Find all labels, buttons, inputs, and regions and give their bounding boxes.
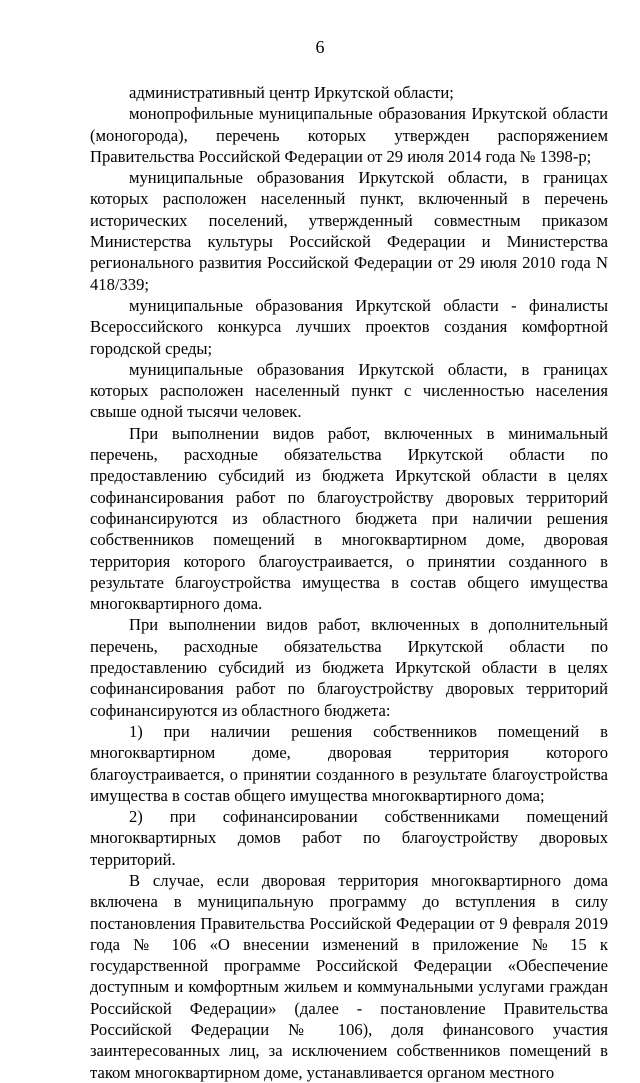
list-item-condition-2: 2) при софинансировании собственниками помещений многоквартирных домов работ по благоустройству дворовых территорий.	[90, 807, 608, 869]
paragraph-monotowns: монопрофильные муниципальные образования Иркутской области (моногорода), перечень которых утвержден распоряжением Правительства Российской Федерации от 29 июля 2014 года № 1398-р;	[90, 104, 608, 166]
paragraph-contest-finalists: муниципальные образования Иркутской области - финалисты Всероссийского конкурса лучших проектов создания комфортной городской среды;	[90, 295, 608, 358]
page-number: 6	[315, 37, 325, 57]
paragraph-additional-list: При выполнении видов работ, включенных в дополнительный перечень, расходные обязательства Иркутской области по предоставлению субсидий из бюджета Иркутской области в целях софинансирования работ по благоустройству дворовых территорий софинансируются из областного бюджета:	[90, 615, 608, 720]
paragraph-minimum-list: При выполнении видов работ, включенных в минимальный перечень, расходные обязательства Иркутской области по предоставлению субсидий из бюджета Иркутской области в целях софинансирования работ по благоустройству дворовых территорий софинансируются из областного бюджета при наличии решения собственников помещений в многоквартирном доме, дворовая территория которого благоустраивается, о принятии созданного в результате благоустройства имущества в состав общего имущества многоквартирного дома.	[90, 423, 608, 614]
paragraph-admin-center: административный центр Иркутской области;	[129, 83, 454, 102]
document-body	[90, 82, 608, 1083]
paragraph-program-inclusion: В случае, если дворовая территория многоквартирного дома включена в муниципальную программу до вступления в силу постановления Правительства Российской Федерации от 9 февраля 2019 года № 106 «О внесении изменений в приложение № 15 к государственной программе Российской Федерации «Обеспечение доступным и комфортным жильем и коммунальными услугами граждан Российской Федерации» (далее - постановление Правительства Российской Федерации № 106), доля финансового участия заинтересованных лиц, за исключением собственников помещений в таком многоквартирном доме, устанавливается органом местного	[90, 870, 608, 1082]
paragraph-population-threshold: муниципальные образования Иркутской области, в границах которых расположен населенный пункт с численностью населения свыше одной тысячи человек.	[90, 359, 608, 422]
paragraph-historic-settlements: муниципальные образования Иркутской области, в границах которых расположен населенный пункт, включенный в перечень исторических поселений, утвержденный совместным приказом Министерства культуры Российской Федерации и Министерства регионального развития Российской Федерации от 29 июля 2010 года N 418/339;	[90, 168, 608, 294]
list-item-condition-1: 1) при наличии решения собственников помещений в многоквартирном доме, дворовая территория которого благоустраивается, о принятии созданного в результате благоустройства имущества в состав общего имущества многоквартирного дома;	[90, 721, 608, 805]
